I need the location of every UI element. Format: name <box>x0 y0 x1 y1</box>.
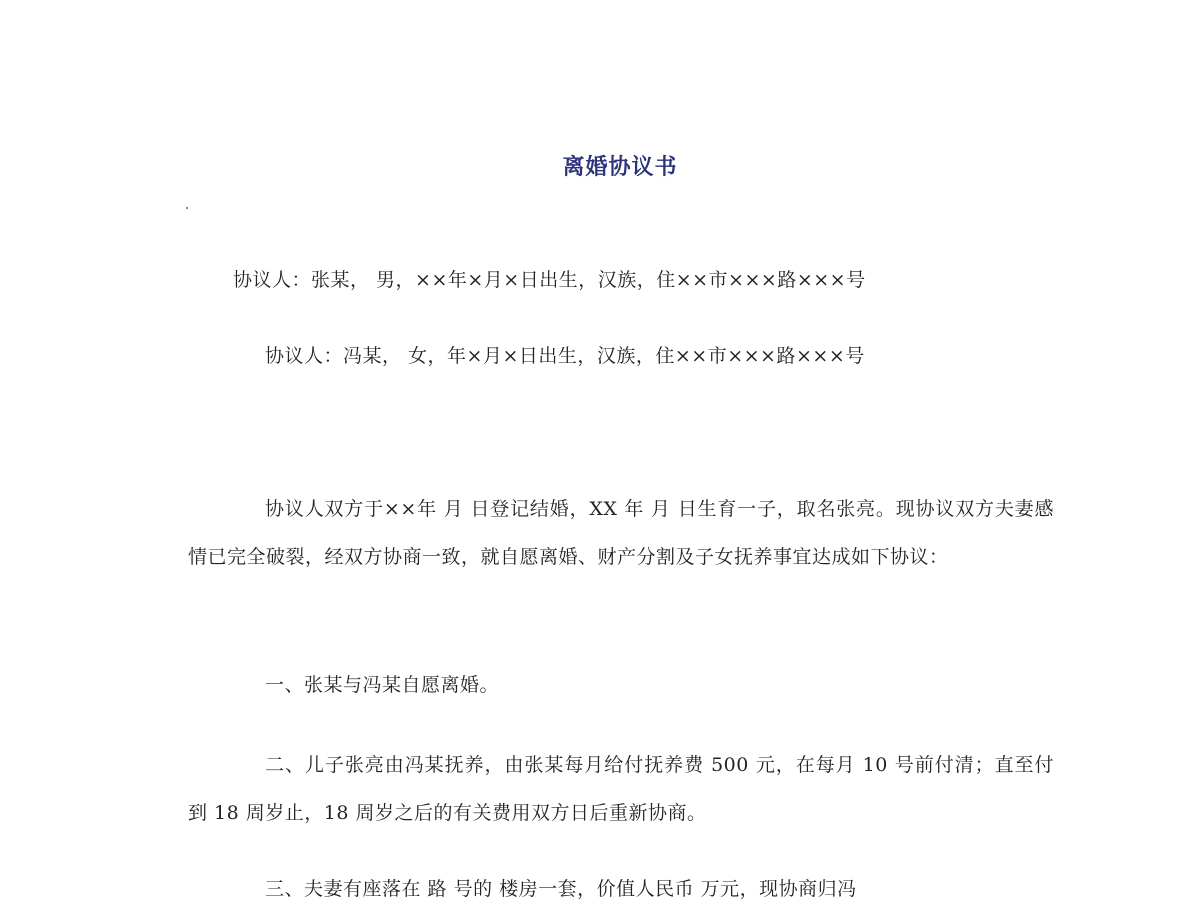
party-1-info: 协议人：张某， 男，××年×月×日出生，汉族，住××市×××路×××号 <box>233 269 866 291</box>
clause-1: 一、张某与冯某自愿离婚。 <box>265 674 500 696</box>
stray-mark <box>186 207 188 209</box>
clause-2: 二、儿子张亮由冯某抚养，由张某每月给付抚养费 500 元，在每月 10 号前付清；直至付到 18 周岁止，18 周岁之后的有关费用双方日后重新协商。 <box>188 754 1054 824</box>
document-title: 离婚协议书 <box>562 154 678 180</box>
clause-3: 三、夫妻有座落在 路 号的 楼房一套，价值人民币 万元，现协商归冯 <box>265 878 857 900</box>
intro-paragraph: 协议人双方于××年 月 日登记结婚，XX 年 月 日生育一子，取名张亮。现协议双方夫妻感情已完全破裂，经双方协商一致，就自愿离婚、财产分割及子女抚养事宜达成如下协议： <box>188 498 1054 568</box>
party-2-info: 协议人：冯某， 女，年×月×日出生，汉族，住××市×××路×××号 <box>265 345 865 367</box>
